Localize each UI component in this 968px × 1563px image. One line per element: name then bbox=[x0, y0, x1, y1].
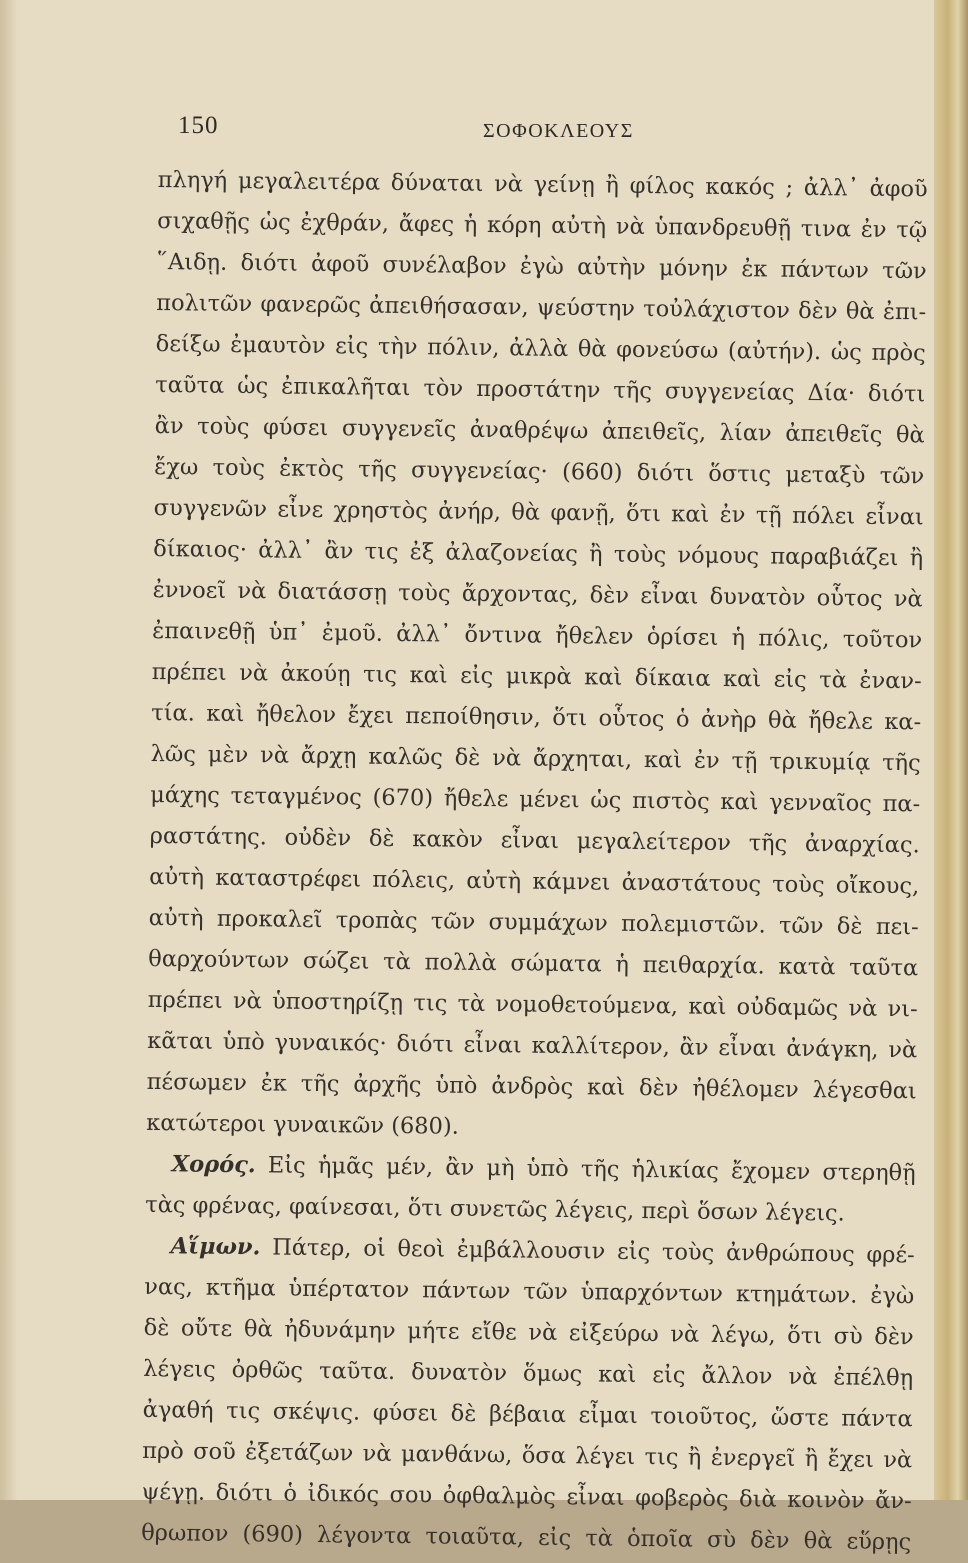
running-title: ΣΟΦΟΚΛΕΟΥΣ bbox=[483, 120, 634, 142]
text-line: τία. καὶ ἤθελον ἔχει πεποίθησιν, ὅτι οὗτος ὁ ἀνὴρ θὰ ἤθελε κα- bbox=[151, 699, 922, 736]
page-edge bbox=[934, 0, 968, 1500]
text-line: πρέπει νὰ ὑποστηρίζῃ τις τὰ νομοθετούμενα, καὶ οὐδαμῶς νὰ νι- bbox=[147, 986, 918, 1023]
speech-text: Πάτερ, οἱ θεοὶ ἐμβάλλουσιν εἰς τοὺς ἀνθρώπους φρέ- bbox=[272, 1234, 915, 1269]
text-line: ἀγαθή τις σκέψις. φύσει δὲ βέβαια εἶμαι τοιοῦτος, ὥστε πάντα bbox=[142, 1396, 913, 1433]
speech-text: Εἰς ἡμᾶς μέν, ἂν μὴ ὑπὸ τῆς ἡλικίας ἔχομεν στερηθῇ bbox=[267, 1152, 916, 1187]
text-line: πληγή μεγαλειτέρα δύναται νὰ γείνῃ ἢ φίλος κακός ; ἀλλ᾽ ἀφοῦ bbox=[157, 166, 928, 203]
text-line: δίκαιος· ἀλλ᾽ ἂν τις ἐξ ἀλαζονείας ἢ τοὺς νόμους παραβιάζει ἢ bbox=[153, 535, 924, 572]
page-number: 150 bbox=[178, 112, 219, 139]
text-line: ραστάτης. οὐδὲν δὲ κακὸν εἶναι μεγαλείτερον τῆς ἀναρχίας. bbox=[149, 822, 920, 859]
paragraph-haemon bbox=[141, 1226, 915, 1563]
text-line: δείξω ἐμαυτὸν εἰς τὴν πόλιν, ἀλλὰ θὰ φονεύσω (αὐτήν). ὡς πρὸς bbox=[155, 330, 926, 367]
text-line: ψέγῃ. διότι ὁ ἰδικός σου ὀφθαλμὸς εἶναι φοβερὸς διὰ κοινὸν ἄν- bbox=[141, 1478, 912, 1515]
text-line: ταῦτα ὡς ἐπικαλῆται τὸν προστάτην τῆς συγγενείας Δία· διότι bbox=[155, 371, 926, 408]
text-line: αὐτὴ προκαλεῖ τροπὰς τῶν συμμάχων πολεμιστῶν. τῶν δὲ πει- bbox=[148, 904, 919, 941]
speaker-name: Χορός. bbox=[171, 1151, 256, 1179]
page-header bbox=[178, 112, 898, 162]
text-line: δὲ οὔτε θὰ ἠδυνάμην μήτε εἴθε νὰ εἰξεύρω νὰ λέγω, ὅτι σὺ δὲν bbox=[143, 1314, 914, 1351]
text-line: ἔχω τοὺς ἐκτὸς τῆς συγγενείας· (660) διότι ὅστις μεταξὺ τῶν bbox=[154, 453, 925, 490]
text-line: σιχαθῇς ὡς ἐχθράν, ἄφες ἡ κόρη αὐτὴ νὰ ὑπανδρευθῇ τινα ἐν τῷ bbox=[157, 207, 928, 244]
text-line: κᾶται ὑπὸ γυναικός· διότι εἶναι καλλίτερον, ἂν εἶναι ἀνάγκη, νὰ bbox=[147, 1027, 918, 1064]
text-line: ἐπαινεθῇ ὑπ᾽ ἐμοῦ. ἀλλ᾽ ὄντινα ἤθελεν ὁρίσει ἡ πόλις, τοῦτον bbox=[152, 617, 923, 654]
text-line: ἐννοεῖ νὰ διατάσσῃ τοὺς ἄρχοντας, δὲν εἶναι δυνατὸν οὗτος νὰ bbox=[152, 576, 923, 613]
text-line: πολιτῶν φανερῶς ἀπειθήσασαν, ψεύστην τοὐλάχιστον δὲν θὰ ἐπι- bbox=[156, 289, 927, 326]
text-line: κατώτεροι γυναικῶν (680). bbox=[146, 1109, 459, 1140]
text-line: τὰς φρένας, φαίνεσαι, ὅτι συνετῶς λέγεις, περὶ ὅσων λέγεις. bbox=[145, 1191, 845, 1227]
text-line: αὐτὴ καταστρέφει πόλεις, αὐτὴ κάμνει ἀναστάτους τοὺς οἴκους, bbox=[149, 863, 920, 900]
text-line: συγγενῶν εἶνε χρηστὸς ἀνήρ, θὰ φανῇ, ὅτι καὶ ἐν τῇ πόλει εἶναι bbox=[153, 494, 924, 531]
text-line: ῞Αιδῃ. διότι ἀφοῦ συνέλαβον ἐγὼ αὐτὴν μόνην ἐκ πάντων τῶν bbox=[156, 248, 927, 285]
speaker-name: Αἵμων. bbox=[170, 1233, 261, 1261]
paragraph-chorus bbox=[145, 1144, 916, 1235]
text-line: θρωπον (690) λέγοντα τοιαῦτα, εἰς τὰ ὁποῖα σὺ δὲν θὰ εὕρῃς bbox=[141, 1519, 912, 1556]
page-shadow bbox=[0, 0, 18, 1500]
text-line: πέσωμεν ἐκ τῆς ἀρχῆς ὑπὸ ἀνδρὸς καὶ δὲν ἠθέλομεν λέγεσθαι bbox=[146, 1068, 917, 1105]
body-text bbox=[141, 160, 928, 1563]
text-line: μάχης τεταγμένος (670) ἤθελε μένει ὡς πιστὸς καὶ γενναῖος πα- bbox=[150, 781, 921, 818]
text-line: λέγεις ὀρθῶς ταῦτα. δυνατὸν ὅμως καὶ εἰς ἄλλον νὰ ἐπέλθῃ bbox=[143, 1355, 914, 1392]
text-line: πρὸ σοῦ ἐξετάζων νὰ μανθάνω, ὅσα λέγει τις ἢ ἐνεργεῖ ἢ ἔχει νὰ bbox=[142, 1437, 913, 1474]
text-line: νας, κτῆμα ὑπέρτατον πάντων τῶν ὑπαρχόντων κτημάτων. ἐγὼ bbox=[144, 1273, 915, 1310]
paragraph-creon bbox=[146, 160, 928, 1153]
text-line: λῶς μὲν νὰ ἄρχῃ καλῶς δὲ νὰ ἄρχηται, καὶ ἐν τῇ τρικυμίᾳ τῆς bbox=[150, 740, 921, 777]
text-line: θαρχούντων σώζει τὰ πολλὰ σώματα ἡ πειθαρχία. κατὰ ταῦτα bbox=[148, 945, 919, 982]
text-line: ἂν τοὺς φύσει συγγενεῖς ἀναθρέψω ἀπειθεῖς, λίαν ἀπειθεῖς θὰ bbox=[154, 412, 925, 449]
text-line: πρέπει νὰ ἀκούῃ τις καὶ εἰς μικρὰ καὶ δίκαια καὶ εἰς τὰ ἐναν- bbox=[151, 658, 922, 695]
